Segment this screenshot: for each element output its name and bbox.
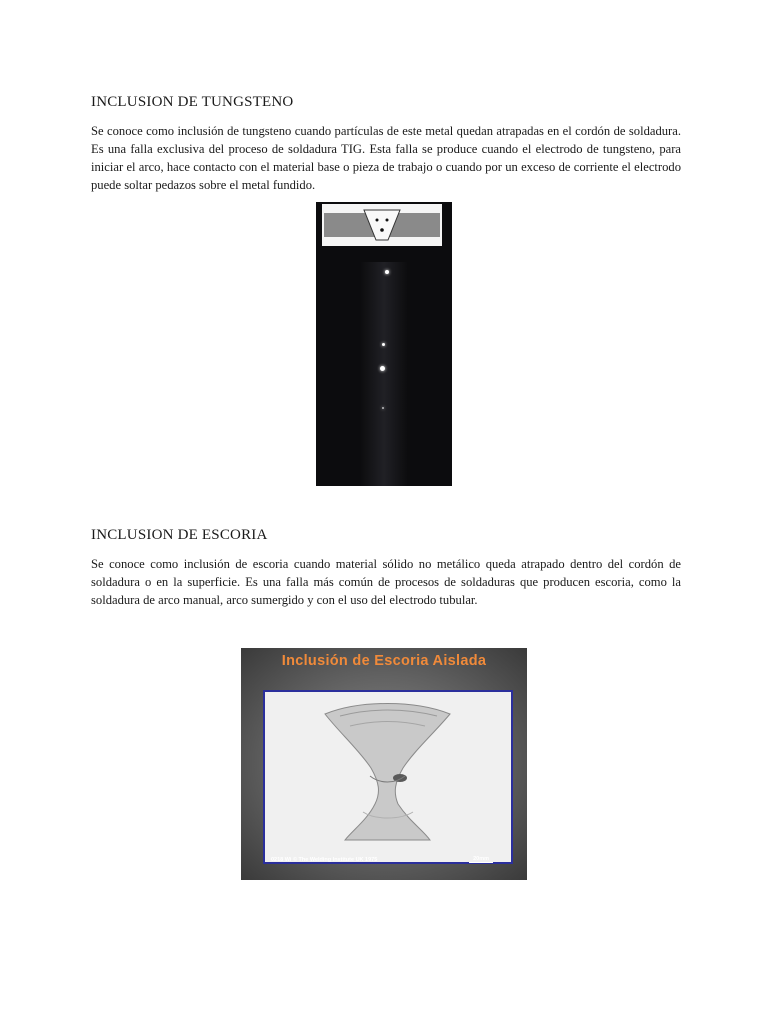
section-heading-escoria: INCLUSION DE ESCORIA xyxy=(91,527,268,543)
figure-title: Inclusión de Escoria Aislada xyxy=(281,653,487,669)
section-paragraph-escoria: Se conoce como inclusión de escoria cuando material sólido no metálico queda atrapado dentro del cordón de soldadura o en la superficie. Es una falla más común de procesos de soldaduras que producen escoria, como la soldadura de arco manual, arco sumergido y con el uso del electrodo tubular. xyxy=(91,557,681,607)
figure-caption: 0218 Wi © The Welding Institute UK 1975 xyxy=(271,857,378,863)
slag-inclusion-macro-image xyxy=(241,648,527,880)
weld-cross-section-drawing xyxy=(265,692,511,862)
tungsten-radiograph-image xyxy=(316,202,452,486)
section-heading-tungsteno: INCLUSION DE TUNGSTENO xyxy=(91,94,294,110)
weld-cross-section xyxy=(263,690,513,864)
section-paragraph-tungsteno: Se conoce como inclusión de tungsteno cuando partículas de este metal quedan atrapadas en el cordón de soldadura. Es una falla exclusiva del proceso de soldadura TIG. Esta falla se produce cuando el electrodo de tungsteno, para iniciar el arco, hace contacto con el material base o pieza de trabajo o cuando por un exceso de corriente el electrodo puede soltar pedazos sobre el metal fundido. xyxy=(91,124,681,192)
weld-joint-diagram xyxy=(322,204,442,246)
scale-bar: 20mm xyxy=(469,856,493,863)
